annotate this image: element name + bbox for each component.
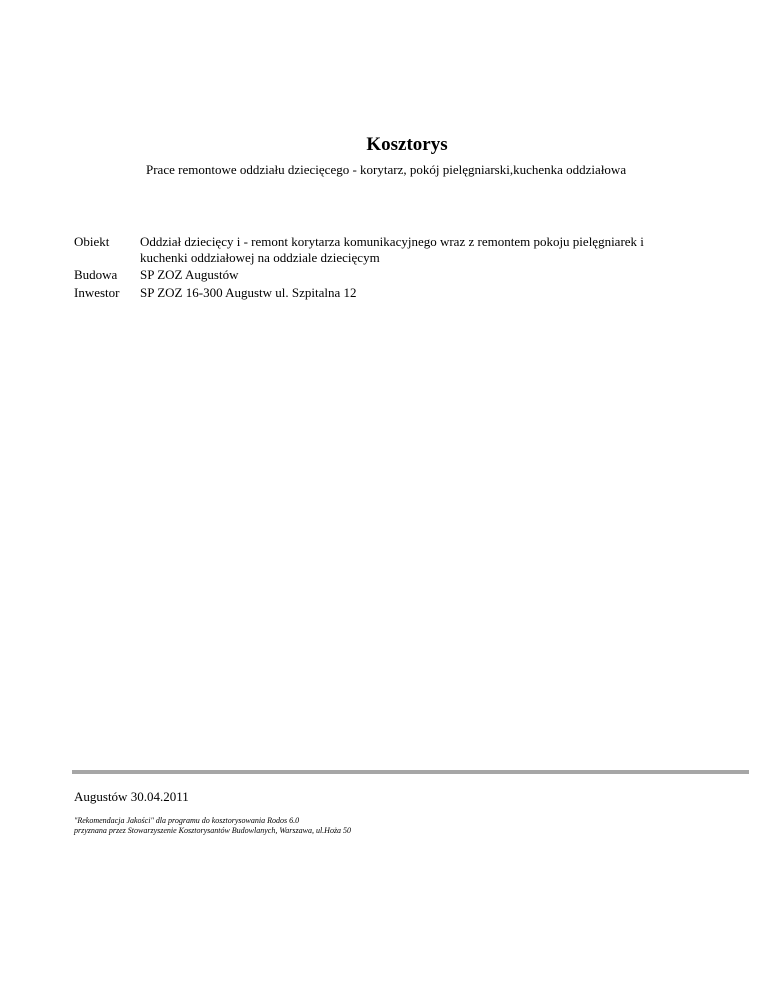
place-date: Augustów 30.04.2011 — [74, 789, 189, 804]
info-row-inwestor — [74, 285, 714, 301]
footnote — [74, 816, 351, 836]
info-value-line: Oddział dziecięcy i - remont korytarza komunikacyjnego wraz z remontem pokoju pielęgniarek i — [140, 234, 644, 249]
info-value-line: kuchenki oddziałowej na oddziale dziecięcym — [140, 249, 380, 265]
info-row-obiekt — [74, 234, 714, 265]
info-value-line: SP ZOZ Augustów — [140, 267, 239, 282]
footer-divider — [72, 770, 749, 774]
info-label: Budowa — [74, 267, 118, 282]
info-value — [140, 234, 714, 265]
info-label: Inwestor — [74, 284, 120, 300]
info-row-budowa — [74, 267, 714, 283]
footnote-line: przyznana przez Stowarzyszenie Kosztorysantów Budowlanych, Warszawa, ul.Hoża 50 — [74, 826, 352, 835]
info-label: Obiekt — [74, 234, 110, 249]
info-value-line: SP ZOZ 16-300 Augustw ul. Szpitalna 12 — [140, 284, 357, 300]
document-title: Kosztorys — [366, 134, 448, 155]
info-value — [140, 285, 714, 301]
info-table — [74, 234, 714, 302]
document-subtitle: Prace remontowe oddziału dziecięcego - korytarz, pokój pielęgniarski,kuchenka oddziałowa — [146, 162, 627, 177]
footnote-line: "Rekomendacja Jakości" dla programu do kosztorysowania Rodos 6.0 — [74, 816, 300, 825]
info-value — [140, 267, 714, 283]
